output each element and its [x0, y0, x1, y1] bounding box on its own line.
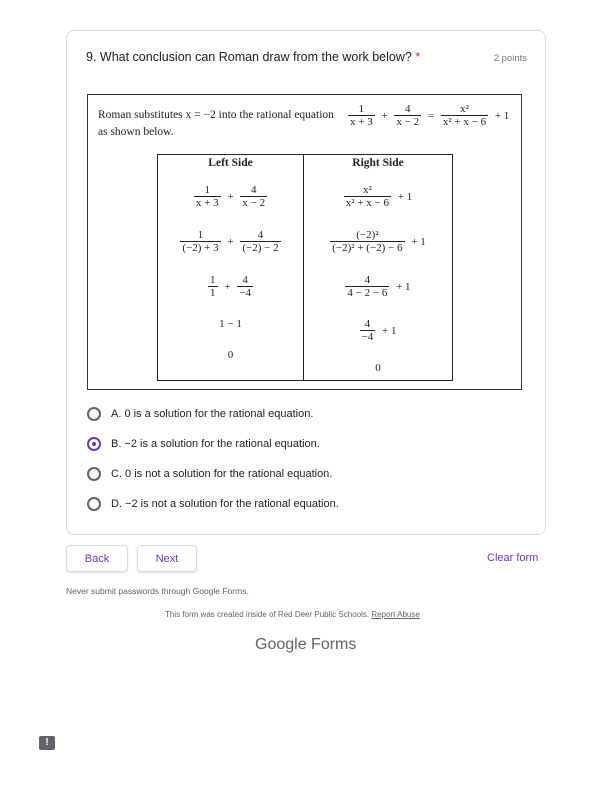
- right-side-header: Right Side: [352, 157, 404, 169]
- option-c[interactable]: [87, 464, 487, 484]
- left-step-1: $\frac{1}{x + 3}$ + $\frac{4}{x - 2}$: [195, 184, 266, 209]
- figure-intro: Roman substitutes x = −2 into the rational equation: [98, 109, 334, 121]
- left-step-5: 0: [227, 349, 234, 361]
- figure-intro-2: as shown below.: [98, 126, 174, 138]
- radio-a[interactable]: [87, 407, 101, 421]
- right-step-3: $\frac{4}{4 - 2 - 6}$ + 1: [347, 274, 411, 299]
- rational-equation: $\frac{1}{x + 3}$ + $\frac{4}{x - 2}$ = $\frac{\text{x²}}{\text{x² + x − 6}}$ + 1: [350, 103, 510, 128]
- question-title: [86, 50, 420, 64]
- logo-forms: Forms: [311, 636, 357, 653]
- created-notice: [165, 610, 420, 619]
- question-card: [66, 30, 546, 535]
- google-forms-logo[interactable]: [255, 636, 356, 654]
- option-d-label: D. −2 is not a solution for the rational equation.: [111, 498, 339, 510]
- right-step-2: $\frac{\text{(−2)²}}{\text{(−2)² + (−2) − 6}}$ + 1: [332, 229, 426, 254]
- back-button[interactable]: Back: [66, 545, 128, 572]
- radio-c[interactable]: [87, 467, 101, 481]
- required-marker: *: [415, 50, 421, 64]
- left-step-3: $\frac{1}{1}$ + $\frac{4}{-4}$: [210, 274, 251, 299]
- work-table: [157, 154, 453, 381]
- option-a[interactable]: [87, 404, 487, 424]
- left-step-4: 1 − 1: [219, 318, 242, 330]
- option-c-label: C. 0 is not a solution for the rational equation.: [111, 468, 333, 480]
- right-step-5: 0: [375, 362, 381, 374]
- left-step-2: $\frac{1}{(-2) + 3}$ + $\frac{4}{(-2) - 2}$: [182, 229, 279, 254]
- right-step-1: $\frac{\text{x²}}{\text{x² + x − 6}}$ + 1: [345, 184, 413, 209]
- option-a-label: A. 0 is a solution for the rational equation.: [111, 408, 314, 420]
- option-b[interactable]: [87, 434, 487, 454]
- option-d[interactable]: [87, 494, 487, 514]
- radio-b[interactable]: [87, 437, 101, 451]
- clear-form-link[interactable]: Clear form: [487, 552, 539, 564]
- next-button[interactable]: Next: [137, 545, 197, 572]
- created-text: This form was created inside of Red Deer Public Schools.: [165, 610, 370, 619]
- password-warning: Never submit passwords through Google Forms.: [66, 586, 249, 596]
- radio-d[interactable]: [87, 497, 101, 511]
- option-b-label: B. −2 is a solution for the rational equation.: [111, 438, 320, 450]
- question-text: 9. What conclusion can Roman draw from the work below?: [86, 50, 412, 64]
- left-side-header: Left Side: [208, 157, 253, 169]
- report-issue-icon[interactable]: !: [39, 736, 55, 750]
- logo-google: Google: [255, 636, 307, 653]
- report-abuse-link[interactable]: Report Abuse: [371, 610, 420, 619]
- question-image: [87, 94, 522, 390]
- points-label: 2 points: [493, 53, 527, 64]
- right-step-4: $\frac{4}{-4}$ + 1: [361, 318, 397, 343]
